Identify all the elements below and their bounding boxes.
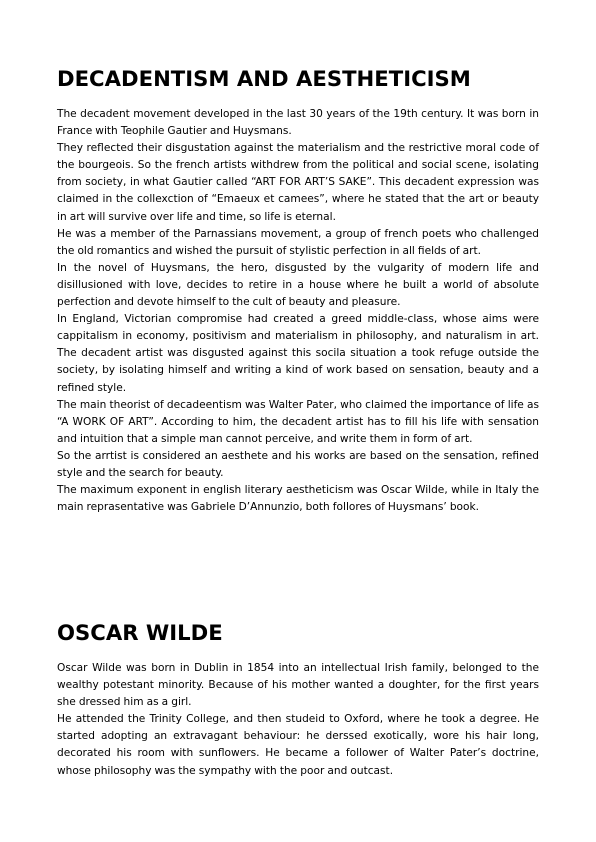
paragraph: Oscar Wilde was born in Dublin in 1854 into an intellectual Irish family, belonged to the wealthy potestant minority. Because of his mother wanted a doughter, for the first years she dressed him as a girl.	[57, 662, 539, 709]
section-body-oscar-wilde	[57, 660, 539, 780]
paragraph: So the arrtist is considered an aesthete and his works are based on the sensation, refined style and the search for beauty.	[57, 449, 539, 479]
paragraph: The maximum exponent in english literary aestheticism was Oscar Wilde, while in Italy the main reprasentative was Gabriele D’Annunzio, both follores of Huysmans’ book.	[57, 484, 539, 514]
paragraph: The decadent movement developed in the last 30 years of the 19th century. It was born in France with Teophile Gautier and Huysmans.	[57, 108, 539, 138]
paragraph: In the novel of Huysmans, the hero, disgusted by the vulgarity of modern life and disillusioned with love, decides to retire in a house where he built a world of absolute perfection and devote himself to the cult of beauty and pleasure.	[57, 261, 539, 309]
section-title-oscar-wilde: OSCAR WILDE	[57, 620, 223, 645]
section-body-decadentism	[57, 106, 539, 516]
paragraph: The main theorist of decadeentism was Walter Pater, who claimed the importance of life as “A WORK OF ART”. According to him, the decadent artist has to fill his life with sensation and intuition that a simple man cannot perceive, and write them in form of art.	[57, 398, 539, 445]
paragraph: He attended the Trinity College, and then studeid to Oxford, where he took a degree. He started adopting an extravagant behaviour: he derssed exotically, wore his hair long, decorated his room with sunflowers. He became a follower of Walter Pater’s doctrine, whose philosophy was the sympathy with the poor and outcast.	[57, 713, 539, 777]
paragraph: In England, Victorian compromise had created a greed middle-class, whose aims were cappitalism in economy, positivism and materialism in philosophy, and naturalism in art. The decadent artist was disgusted against this socila situation a took refuge outside the society, by isolating himself and writing a kind of work based on sensation, beauty and a refined style.	[57, 313, 539, 394]
paragraph: They reflected their disgustation against the materialism and the restrictive moral code of the bourgeois. So the french artists withdrew from the political and social scene, isolating from society, in what Gautier called “ART FOR ART’S SAKE”. This decadent expression was claimed in the collexction of “Emaeux et camees”, where he stated that the art or beauty in art will survive over life and time, so life is eternal.	[57, 142, 539, 223]
paragraph: He was a member of the Parnassians movement, a group of french poets who challenged the old romantics and wished the pursuit of stylistic perfection in all fields of art.	[57, 227, 539, 257]
section-title-decadentism: DECADENTISM AND AESTHETICISM	[57, 66, 471, 91]
